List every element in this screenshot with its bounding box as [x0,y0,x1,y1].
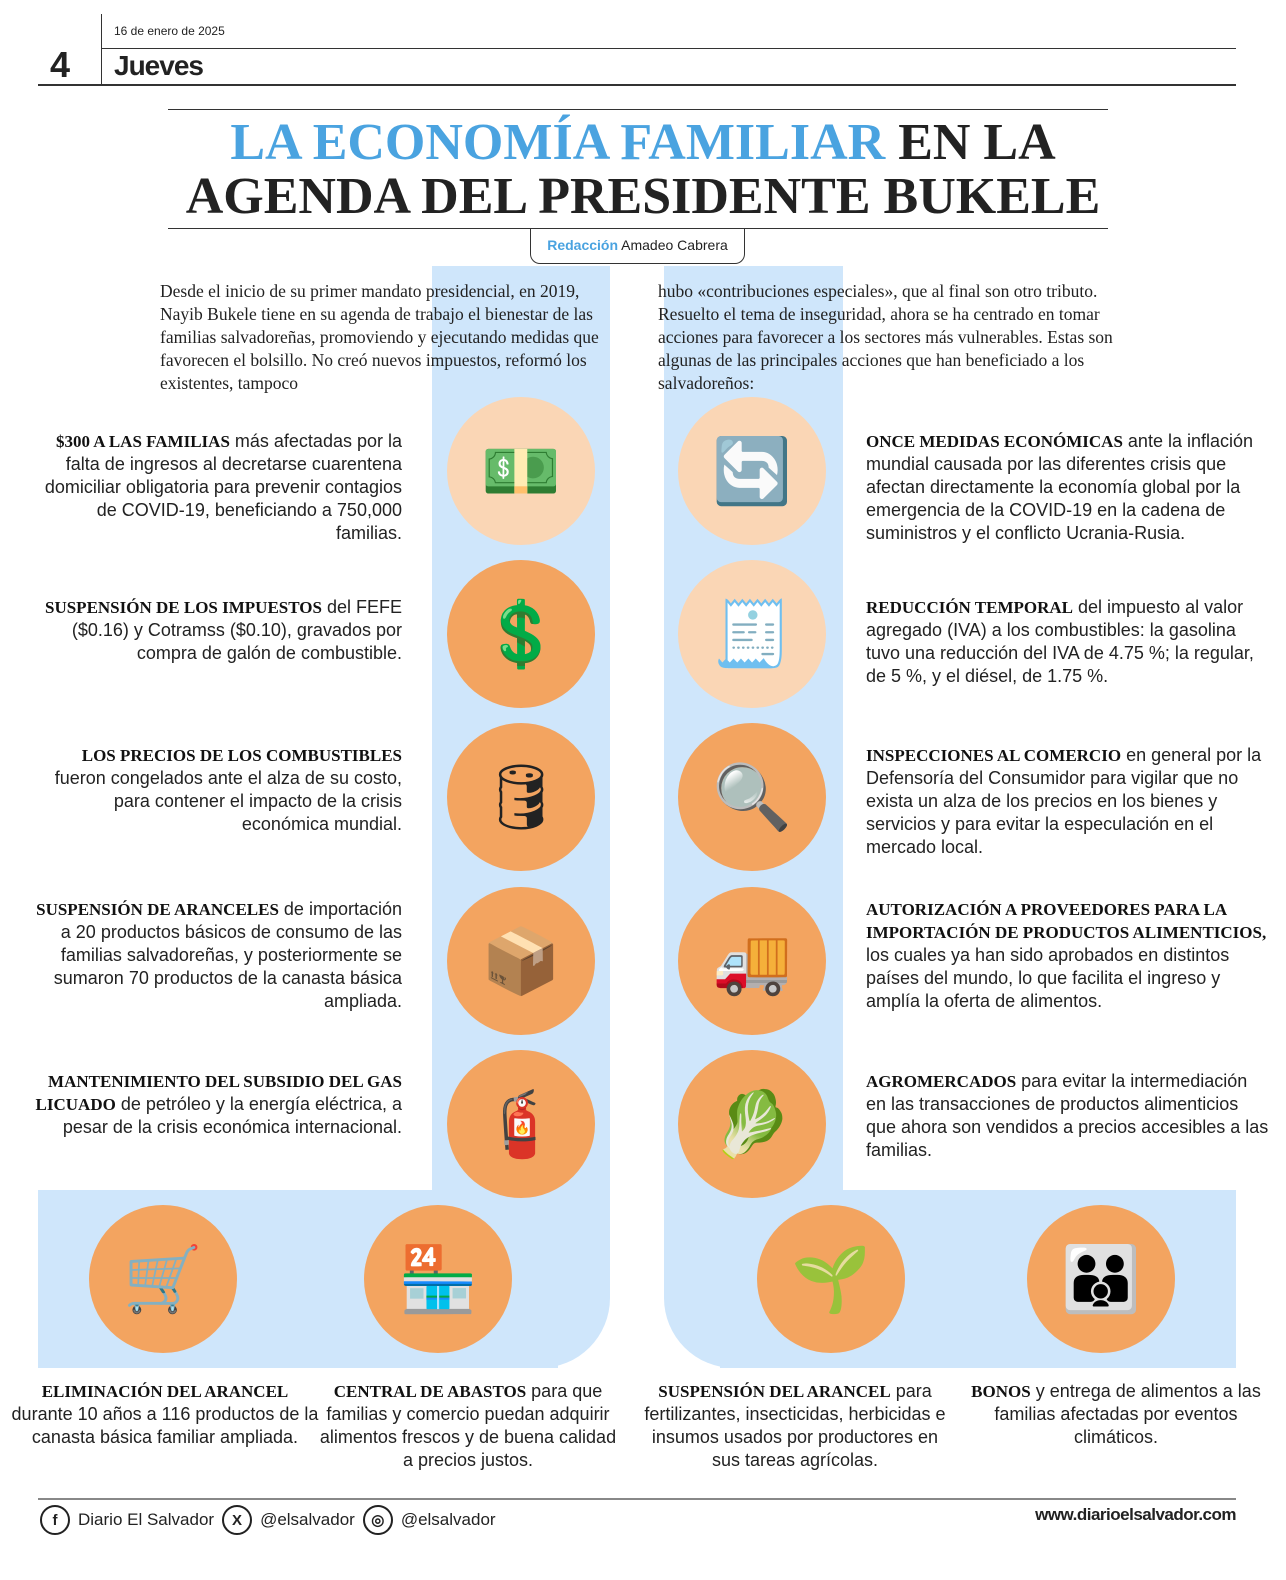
vegetables-icon: 🥬 [678,1050,826,1198]
left-item-3 [32,744,402,836]
item-text: en general por la Defensoría del Consumidor para vigilar que no exista un alza de los precios en los bienes y servicios y para evitar la especulación en el mercado local. [866,745,1262,857]
item-text: durante 10 años a 116 productos de la canasta básica familiar ampliada. [11,1404,319,1447]
right-item-2 [866,596,1271,688]
item-text: del FEFE ($0.16) y Cotramss ($0.10), gravados por compra de galón de combustible. [71,597,402,663]
item-text: más afectadas por la falta de ingresos al decretarse cuarentena domiciliar obligatoria para prevenir contagios de COVID-19, beneficiando a 750,000 familias. [44,431,402,543]
instagram-link[interactable]: @elsalvador [400,1510,496,1529]
dollar-discount-icon: 💲 [447,560,595,708]
header-rule-bottom [38,84,1236,86]
item-text: fueron congelados ante el alza de su costo, para contener el impacto de la crisis económica mundial. [54,768,402,834]
item-heading: CENTRAL DE ABASTOS [333,1382,527,1401]
family-hands-icon: 👪 [1027,1205,1175,1353]
item-text: para fertilizantes, insecticidas, herbicidas e insumos usados por productores en sus tareas agrícolas. [644,1381,946,1470]
bottom-item-4 [966,1380,1266,1449]
item-heading: AUTORIZACIÓN A PROVEEDORES PARA LA IMPORTACIÓN DE PRODUCTOS ALIMENTICIOS, [866,900,1267,942]
left-item-5 [32,1070,402,1139]
x-icon[interactable]: X [222,1505,252,1535]
supply-chain-icon: 🔄 [678,397,826,545]
item-heading: SUSPENSIÓN DE ARANCELES [36,900,279,919]
item-heading: ONCE MEDIDAS ECONÓMICAS [866,432,1123,451]
intro-right: hubo «contribuciones especiales», que al final son otro tributo. Resuelto el tema de inseguridad, ahora se ha centrado en tomar acciones para favorecer a los sectores más vulnerables. Estas son algunas de las principales acciones que han beneficiado a los salvadoreños: [658,281,1113,393]
right-item-4 [866,898,1271,1013]
item-heading: ELIMINACIÓN DEL ARANCEL [41,1382,289,1401]
item-text: ante la inflación mundial causada por las diferentes crisis que afectan directamente la economía global por la emergencia de la COVID-19 en la cadena de suministros y el conflicto Ucrania-Rusia. [866,431,1254,543]
weekday: Jueves [114,50,203,81]
shopping-cart-icon: 🛒 [89,1205,237,1353]
page-title-line2: AGENDA DEL PRESIDENTE BUKELE [185,168,1101,225]
item-text: para que familias y comercio puedan adquirir alimentos frescos y de buena calidad a precios justos. [319,1381,617,1470]
grocery-box-icon: 📦 [447,887,595,1035]
header-rule [101,48,1236,49]
fertilizer-icon: 🌱 [757,1205,905,1353]
social-links [40,1505,496,1535]
oil-pump-icon: 🛢 [447,723,595,871]
right-item-1 [866,430,1271,545]
footer-rule [38,1498,1236,1500]
facebook-link[interactable]: Diario El Salvador [78,1510,215,1529]
byline-label: Redacción [547,237,619,253]
item-text: del impuesto al valor agregado (IVA) a los combustibles: la gasolina tuvo una reducción del IVA de 4.75 %; la regular, de 5 %, y el diésel, de 1.75 %. [866,597,1254,686]
instagram-icon[interactable]: ◎ [363,1505,393,1535]
item-text: y entrega de alimentos a las familias afectadas por eventos climáticos. [994,1381,1261,1447]
item-heading: INSPECCIONES AL COMERCIO [866,746,1122,765]
title-rule-top [168,109,1108,110]
page-number: 4 [50,44,71,85]
item-text: de petróleo y la energía eléctrica, a pesar de la crisis económica internacional. [62,1094,402,1137]
facebook-icon[interactable]: f [40,1505,70,1535]
item-text: de importación a 20 productos básicos de consumo de las familias salvadoreñas, y posteriormente se sumaron 70 productos de la canasta básica ampliada. [53,899,402,1011]
gas-cylinder-icon: 🧯 [447,1050,595,1198]
header-divider [101,14,102,84]
bottom-item-2 [318,1380,618,1472]
intro-left: Desde el inicio de su primer mandato presidencial, en 2019, Nayib Bukele tiene en su agenda de trabajo el bienestar de las familias salvadoreñas, promoviendo y ejecutando medidas que favorecen el bolsillo. No creó nuevos impuestos, reformó los existentes, tampoco [160,281,599,393]
item-heading: LOS PRECIOS DE LOS COMBUSTIBLES [81,746,402,765]
item-heading: SUSPENSIÓN DEL ARANCEL [658,1382,891,1401]
item-heading: SUSPENSIÓN DE LOS IMPUESTOS [45,598,322,617]
page-title [150,116,1136,170]
box-inspection-icon: 🔍 [678,723,826,871]
bottom-item-1 [10,1380,320,1449]
x-link[interactable]: @elsalvador [260,1510,355,1529]
title-rest: EN LA [885,114,1056,171]
title-highlight: LA ECONOMÍA FAMILIAR [230,114,886,171]
right-item-3 [866,744,1271,859]
left-item-1 [32,430,402,545]
issue-date: 16 de enero de 2025 [114,24,225,38]
website-link[interactable]: www.diarioelsalvador.com [1035,1505,1236,1524]
byline [530,229,745,264]
item-heading: AGROMERCADOS [866,1072,1017,1091]
money-hand-icon: 💵 [447,397,595,545]
byline-author: Amadeo Cabrera [618,237,728,253]
left-item-2 [32,596,402,665]
invoice-icon: 🧾 [678,560,826,708]
delivery-truck-icon: 🚚 [678,887,826,1035]
market-stall-icon: 🏪 [364,1205,512,1353]
left-item-4 [32,898,402,1013]
item-text: los cuales ya han sido aprobados en distintos países del mundo, lo que facilita el ingreso y amplía la oferta de alimentos. [866,945,1230,1011]
item-heading: MANTENIMIENTO DEL SUBSIDIO DEL GAS LICUADO [35,1072,402,1114]
item-text: para evitar la intermediación en las transacciones de productos alimenticios que ahora son vendidos a precios accesibles a las familias. [866,1071,1269,1160]
bottom-item-3 [640,1380,950,1472]
item-heading: REDUCCIÓN TEMPORAL [866,598,1074,617]
item-heading: $300 A LAS FAMILIAS [55,432,230,451]
right-item-5 [866,1070,1271,1162]
item-heading: BONOS [971,1382,1031,1401]
